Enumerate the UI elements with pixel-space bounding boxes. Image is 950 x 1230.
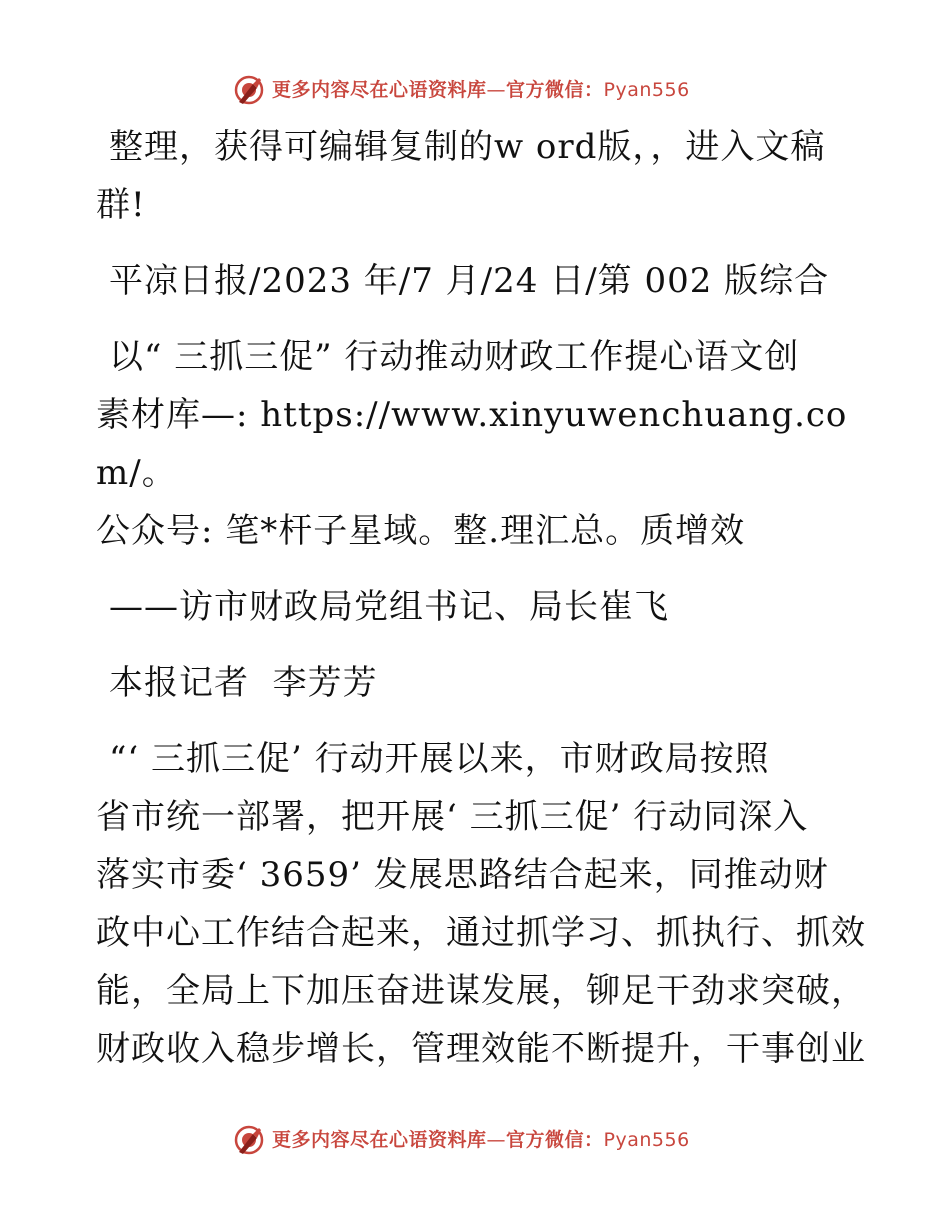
dateline: 平凉日报/2023 年/7 月/24 日/第 002 版综合 [109, 261, 830, 301]
banner-official-label: 官方微信： [506, 1129, 604, 1151]
banner-wechat-id: Pyan556 [603, 1129, 690, 1151]
intro-line-1: 整理，获得可编辑复制的w ord版，，进入文稿 [109, 127, 826, 167]
article-subtitle: ——访市财政局党组书记、局长崔飞 [109, 587, 669, 627]
body-line-1: “‘ 三抓三促’ 行动开展以来，市财政局按照 [109, 739, 770, 779]
banner-wechat-id: Pyan556 [603, 79, 690, 101]
body-line-4: 政中心工作结合起来，通过抓学习、抓执行、抓效 [96, 913, 866, 953]
library-logo-icon [233, 1124, 265, 1156]
banner-official-label: 官方微信： [506, 79, 604, 101]
banner-text [272, 77, 690, 103]
body-line-2: 省市统一部署，把开展‘ 三抓三促’ 行动同深入 [96, 797, 809, 837]
reporter-byline: 本报记者 李芳芳 [109, 663, 378, 703]
body-line-6: 财政收入稳步增长，管理效能不断提升，干事创业 [96, 1029, 866, 1069]
article-title-line-3: 公众号: 笔*杆子星域。整.理汇总。质增效 [96, 511, 746, 551]
article-title-line-2: 素材库—: https://www.xinyuwenchuang.com/。 [96, 395, 848, 493]
document-body [96, 118, 886, 1078]
body-line-3: 落实市委‘ 3659’ 发展思路结合起来，同推动财 [96, 855, 829, 895]
banner-main-text: 更多内容尽在心语资料库 [272, 79, 487, 101]
header-banner [0, 70, 950, 110]
library-logo-icon [233, 74, 265, 106]
intro-line-2: 群! [96, 185, 146, 225]
banner-text [272, 1127, 690, 1153]
banner-separator: — [486, 79, 507, 101]
body-line-5: 能，全局上下加压奋进谋发展，铆足干劲求突破， [96, 971, 866, 1011]
banner-main-text: 更多内容尽在心语资料库 [272, 1129, 487, 1151]
banner-separator: — [486, 1129, 507, 1151]
article-title-line-1: 以“ 三抓三促” 行动推动财政工作提心语文创 [109, 337, 800, 377]
footer-banner [0, 1120, 950, 1160]
